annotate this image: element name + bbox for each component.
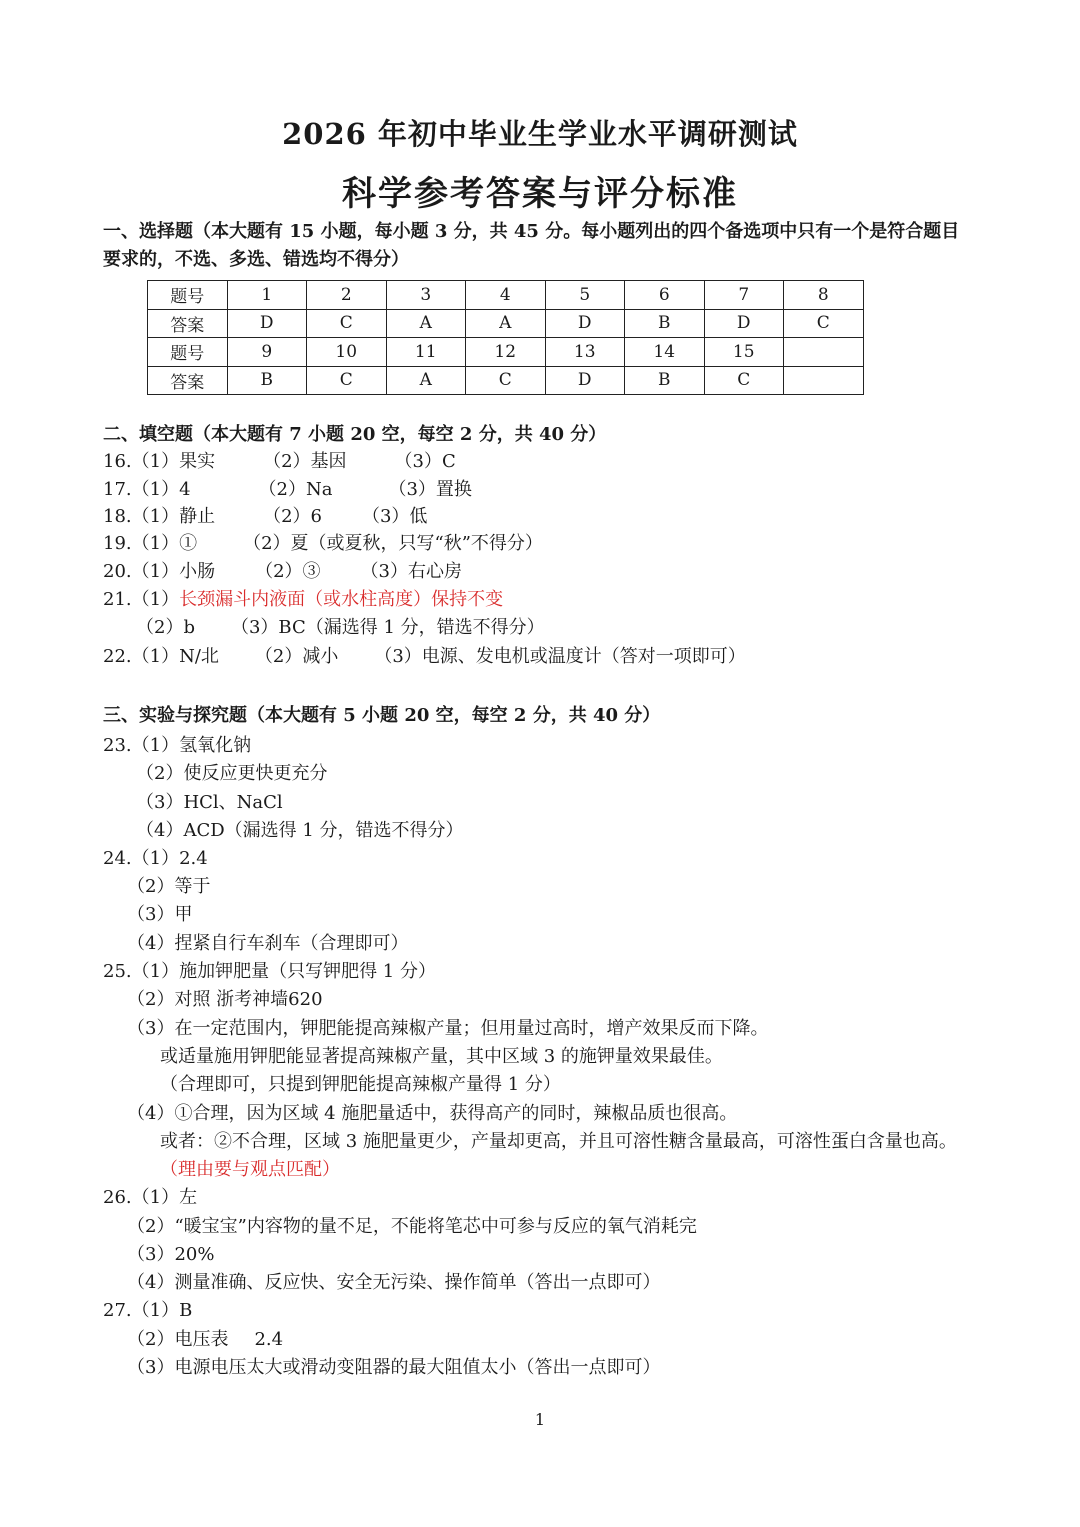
- section1-heading: 一、选择题（本大题有 15 小题，每小题 3 分，共 45 分。每小题列出的四个备选项中只有一个是符合题目 要求的，不选、多选、错选均不得分）: [103, 221, 960, 270]
- table-row: 答案 B C A C D B C: [148, 366, 864, 395]
- answer-line-25-4b: 或者：②不合理，区域 3 施肥量更少，产量却更高，并且可溶性糖含量最高，可溶性蛋白含量也高。: [160, 1131, 957, 1152]
- table-row: 题号 9 10 11 12 13 14 15: [148, 338, 864, 367]
- answer-table: [147, 280, 864, 395]
- answer-line-25-4: （4）①合理，因为区域 4 施肥量适中，获得高产的同时，辣椒品质也很高。: [127, 1103, 738, 1124]
- answer-line-23-3: （3）HCl、NaCl: [136, 792, 283, 813]
- table-row: 答案 D C A A D B D C: [148, 309, 864, 338]
- answer-line-26-1: 26.（1）左: [103, 1187, 198, 1208]
- answer-line-24-2: （2）等于: [127, 876, 211, 897]
- section3-heading: 三、实验与探究题（本大题有 5 小题 20 空，每空 2 分，共 40 分）: [103, 705, 661, 726]
- red-note: （理由要与观点匹配）: [160, 1159, 340, 1180]
- exam-subtitle: 科学参考答案与评分标准: [342, 174, 738, 214]
- answer-line-16: 16.（1）果实 （2）基因 （3）C: [103, 451, 456, 472]
- answer-line-19: 19.（1）① （2）夏（或夏秋，只写“秋”不得分）: [103, 533, 543, 554]
- answer-line-27-2: （2）电压表 2.4: [127, 1329, 284, 1350]
- page-number: 1: [534, 1410, 546, 1429]
- answer-line-24-4: （4）捏紧自行车刹车（合理即可）: [127, 933, 409, 954]
- answer-line-22: 22.（1）N/北 （2）减小 （3）电源、发电机或温度计（答对一项即可）: [103, 646, 746, 667]
- answer-line-26-4: （4）测量准确、反应快、安全无污染、操作简单（答出一点即可）: [127, 1272, 661, 1293]
- answer-line-24-1: 24.（1）2.4: [103, 848, 208, 869]
- answer-line-27-3: （3）电源电压太大或滑动变阻器的最大阻值太小（答出一点即可）: [127, 1357, 661, 1378]
- answer-line-23-4: （4）ACD（漏选得 1 分，错选不得分）: [136, 820, 464, 841]
- table-row: 题号 1 2 3 4 5 6 7 8: [148, 281, 864, 310]
- answer-line-24-3: （3）甲: [127, 904, 193, 925]
- answer-line-17: 17.（1）4 （2）Na （3）置换: [103, 479, 472, 500]
- answer-line-25-2: （2）对照 浙考神墙620: [127, 989, 323, 1010]
- red-answer: 长颈漏斗内液面（或水柱高度）保持不变: [179, 589, 504, 610]
- answer-line-23-1: 23.（1）氢氧化钠: [103, 735, 252, 756]
- answer-line-18: 18.（1）静止 （2）6 （3）低: [103, 506, 428, 527]
- answer-line-23-2: （2）使反应更快更充分: [136, 763, 328, 784]
- answer-line-25-3: （3）在一定范围内，钾肥能提高辣椒产量；但用量过高时，增产效果反而下降。: [127, 1018, 769, 1039]
- section2-heading: 二、填空题（本大题有 7 小题 20 空，每空 2 分，共 40 分）: [103, 424, 607, 445]
- answer-line-26-3: （3）20%: [127, 1244, 215, 1265]
- answer-line-21b: （2）b （3）BC（漏选得 1 分，错选不得分）: [136, 617, 545, 638]
- answer-line-25-3c: （合理即可，只提到钾肥能提高辣椒产量得 1 分）: [160, 1074, 561, 1095]
- answer-line-20: 20.（1）小肠 （2）③ （3）右心房: [103, 561, 462, 582]
- answer-line-25-3b: 或适量施用钾肥能显著提高辣椒产量，其中区域 3 的施钾量效果最佳。: [160, 1046, 723, 1067]
- answer-line-27-1: 27.（1）B: [103, 1300, 193, 1321]
- answer-line-25-1: 25.（1）施加钾肥量（只写钾肥得 1 分）: [103, 961, 436, 982]
- answer-line-26-2: （2）“暖宝宝”内容物的量不足，不能将笔芯中可参与反应的氧气消耗完: [127, 1216, 697, 1237]
- answer-line-21: 21.（1）长颈漏斗内液面（或水柱高度）保持不变: [103, 589, 504, 610]
- exam-title: 2026 年初中毕业生学业水平调研测试: [282, 117, 798, 151]
